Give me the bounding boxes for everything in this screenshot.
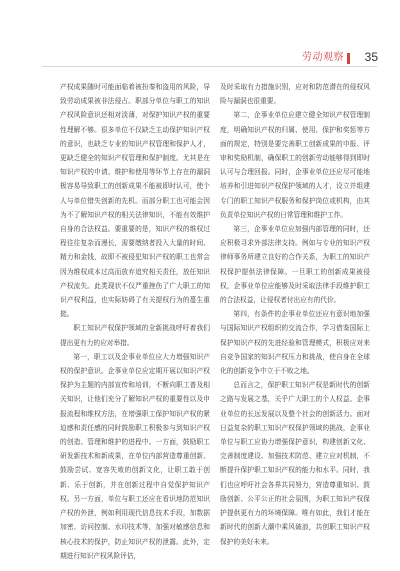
paragraph: 产权成果随时可能面临着被扮秦和盗用的风险，导致劳动成果被非法侵占。职部分单位与职工的知识产权风险意识还相对淡薄，对保护知识产权的重要性理解不够。很多单位不仅缺乏主动保护知识产权的意识，也缺乏专业的知识产权管理和保护人才，更缺乏健全的知识产权管理和保护制度。尤其是在知识产权的申请、维护和使用等环节上存在的漏洞极容易导致职工的创新成果不能被即时认可，使个人与单位错失创新的先机。而部分职工也可能会因为不了解知识产权的相关法律知识，不能有效维护自身的合法权益。要重要的是，知识产权的维权过程往往复杂而漫长，需要缴纳者投入大量的时间、精力和金钱，故即不被侵犯知识产权的职工也常会因为维权成本过高而放弃追究相关责任，放任知识产权流失。此类现状不仅严重挫伤了广大职工的知识产权利益，也实际妨碍了有关提权行为的蔓生重挺。 [60,83,210,319]
section-title: 劳动观察 [302,52,344,63]
paragraph: 第一，职工以及企事业单位应大力增强知识产权的保护意识。企事业单位应定期开展以知识产权保护为主题的内部宣传和培训，不断向职工普及相关知识，让他们充分了解知识产权的重要性以及申报流程和维权方法，在增强职工保护知识产权的紧迫感和责任感的同时鼓励职工积极参与到知识产权的创造、管理和维护的进程中。一方面，鼓励职工研发新技术和新成果，在单位内部营造尊重创新、鼓励尝试、宽容失败的创新文化，让职工敢于创新、乐于创新，并在创新过程中自觉保护知识产权。另一方面，单位与职工还应在看识地防范知识产权的外泄，例如利用现代信息技术手段，加数据加密、访问控制、水印技术等，加强对敏感信息和核心技术的保护，防止知识产权的泄露。此外，定期进行知识产权风险评估， [60,352,210,560]
section-marker-bar [347,53,350,64]
paragraph: 及时采取有力措施识别，应对和防范潜在的侵权风险与漏洞也很重要。 [220,83,370,106]
section-label [302,50,350,66]
header-divider [42,66,377,67]
left-text-column [60,80,210,563]
paragraph: 职工知识产权保护领域的全新挑战呼吁着我们提出更有力的应对举措。 [60,324,210,347]
paragraph: 第四，有条件的企事业单位还应有意识地加强与国际知识产权组织的交流合作，学习借鉴国际上保护知识产权的先进经验和管理模式，积极应对来自竞争国家的知识产权压力和挑战，使自身在全球化的创新竞争中立于不败之地。 [220,310,370,376]
paragraph: 第二，企事业单位应建立健全知识产权管理制度，明确知识产权的归属、使用、保护和奖惩等方面的规定，特别是要完善职工创新成果的申报、评审和奖励机制，确保职工的创新劳动能够得到即时认可与合理回报。同时，企事业单位还应尽可能地培养和引进知识产权保护领域的人才，设立并组建专门的职工知识产权服务和保护岗位或机构，由其负责单位知识产权的日常管理和维护工作。 [220,111,370,219]
paragraph: 总而言之，保护职工知识产权是新时代的创新之路与发展之基，关乎广大职工的个人权益、企事业单位的长远发展以及整个社会的创新活力。面对日益复杂的职工知识产权保护领域的挑战，企事业单位与职工应协力增强保护意识，构建创新文化、完善制度建设、加强技术防范、建立应对机制，不断提升保护职工知识产权的能力和水平。同时，我们也应呼吁社会各界共同努力，营造尊重知识、鼓励创新、公平公正的社会氛围，为职工知识产权保护提供更有力的环境保障。唯有如此，我们才能在新时代的创新大潮中乘风破浪，共创职工知识产权保护的美好未来。 [220,381,370,546]
page-number: 35 [364,50,378,64]
right-text-column [220,80,370,549]
paragraph: 第三，企事业单位应加强内部管理的同时，还应积极寻求外部法律支持。例如与专业的知识产权律师事务所建立良好的合作关系，为职工的知识产权保护提供法律保障。一旦职工的创新成果被侵权，企事业单位应能够及时采取法律手段维护职工的合法权益，让侵权者付出应有的代价。 [220,225,370,305]
